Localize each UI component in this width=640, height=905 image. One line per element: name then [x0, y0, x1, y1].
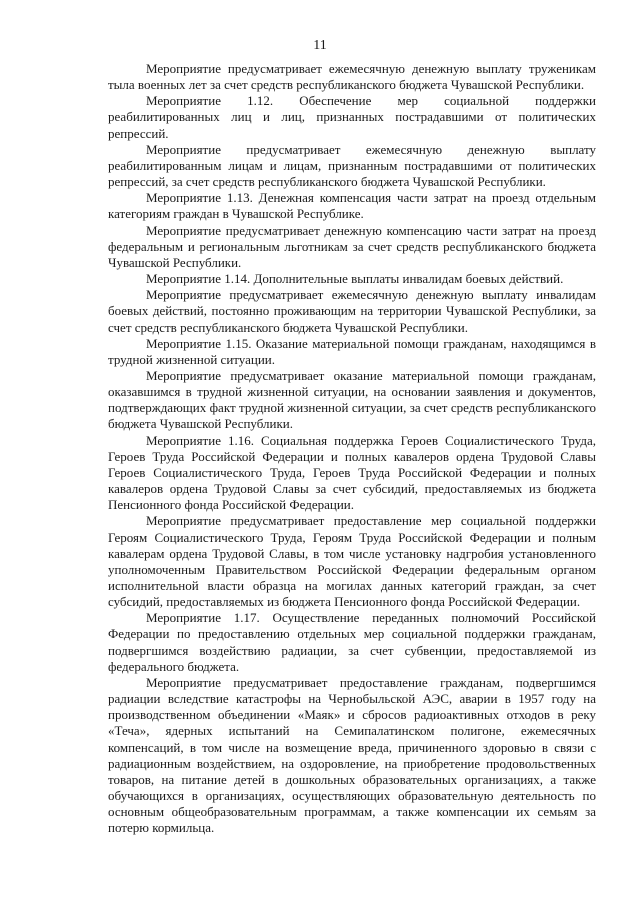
paragraph-tyl-workers-payment: Мероприятие предусматривает ежемесячную денежную выплату труженикам тыла военных лет за счет средств республиканского бюджета Чувашской Республики. — [108, 61, 596, 93]
paragraph-measure-1-16-body: Мероприятие предусматривает предоставление мер социальной поддержки Героям Социалистического Труда, Героям Труда Российской Федерации и полным кавалерам ордена Трудовой Славы, в том числе установку надгробия установленного уполномоченным Правительством Российской Федерации федеральным органом исполнительной власти образца на могилах данных категорий граждан, за счет субсидий, предоставляемых из бюджета Пенсионного фонда Российской Федерации. — [108, 513, 596, 610]
paragraph-measure-1-12-heading: Мероприятие 1.12. Обеспечение мер социальной поддержки реабилитированных лиц и лиц, признанных пострадавшими от политических репрессий. — [108, 93, 596, 141]
page-number: 11 — [313, 38, 327, 53]
paragraph-measure-1-16-heading: Мероприятие 1.16. Социальная поддержка Героев Социалистического Труда, Героев Труда Российской Федерации и полных кавалеров ордена Трудовой Славы Героев Социалистического Труда, Героев Труда Российской Федерации и полных кавалеров ордена Трудовой Славы за счет субсидий, предоставляемых из бюджета Пенсионного фонда Российской Федерации. — [108, 432, 596, 513]
paragraph-measure-1-14-body: Мероприятие предусматривает ежемесячную денежную выплату инвалидам боевых действий, постоянно проживающим на территории Чувашской Республики, за счет средств республиканского бюджета Чувашской Республики. — [108, 287, 596, 335]
paragraph-measure-1-12-body: Мероприятие предусматривает ежемесячную денежную выплату реабилитированным лицам и лицам, признанным пострадавшими от политических репрессий, за счет средств республиканского бюджета Чувашской Республики. — [108, 141, 596, 190]
document-body — [108, 61, 596, 837]
paragraph-measure-1-15-body: Мероприятие предусматривает оказание материальной помощи гражданам, оказавшимся в трудной жизненной ситуации, на основании заявления и документов, подтверждающих факт трудной жизненной ситуации, за счет средств республиканского бюджета Чувашской Республики. — [108, 367, 596, 432]
paragraph-measure-1-14-heading: Мероприятие 1.14. Дополнительные выплаты инвалидам боевых действий. — [146, 271, 564, 287]
paragraph-measure-1-15-heading: Мероприятие 1.15. Оказание материальной помощи гражданам, находящимся в трудной жизненной ситуации. — [108, 335, 596, 367]
paragraph-measure-1-17-heading: Мероприятие 1.17. Осуществление переданных полномочий Российской Федерации по предоставлению отдельных мер социальной поддержки гражданам, подвергшимся воздействию радиации, за счет субвенции, предоставляемой из федерального бюджета. — [108, 610, 596, 674]
paragraph-measure-1-17-body: Мероприятие предусматривает предоставление гражданам, подвергшимся радиации вследствие катастрофы на Чернобыльской АЭС, аварии в 1957 году на производственном объединении «Маяк» и сбросов радиоактивных отходов в реку «Теча», ядерных испытаний на Семипалатинском полигоне, ежемесячных компенсаций, в том числе на возмещение вреда, причиненного здоровью в связи с радиационным воздействием, на оздоровление, на приобретение продовольственных товаров, на питание детей в дошкольных образовательных организациях, а также обучающихся в организациях, осуществляющих образовательную деятельность по основным общеобразовательным программам, а также компенсации их семьям за потерю кормильца. — [108, 674, 596, 836]
paragraph-measure-1-13-heading: Мероприятие 1.13. Денежная компенсация части затрат на проезд отдельным категориям граждан в Чувашской Республике. — [108, 190, 596, 222]
paragraph-measure-1-13-body: Мероприятие предусматривает денежную компенсацию части затрат на проезд федеральным и региональным льготникам за счет средств республиканского бюджета Чувашской Республики. — [108, 222, 596, 270]
